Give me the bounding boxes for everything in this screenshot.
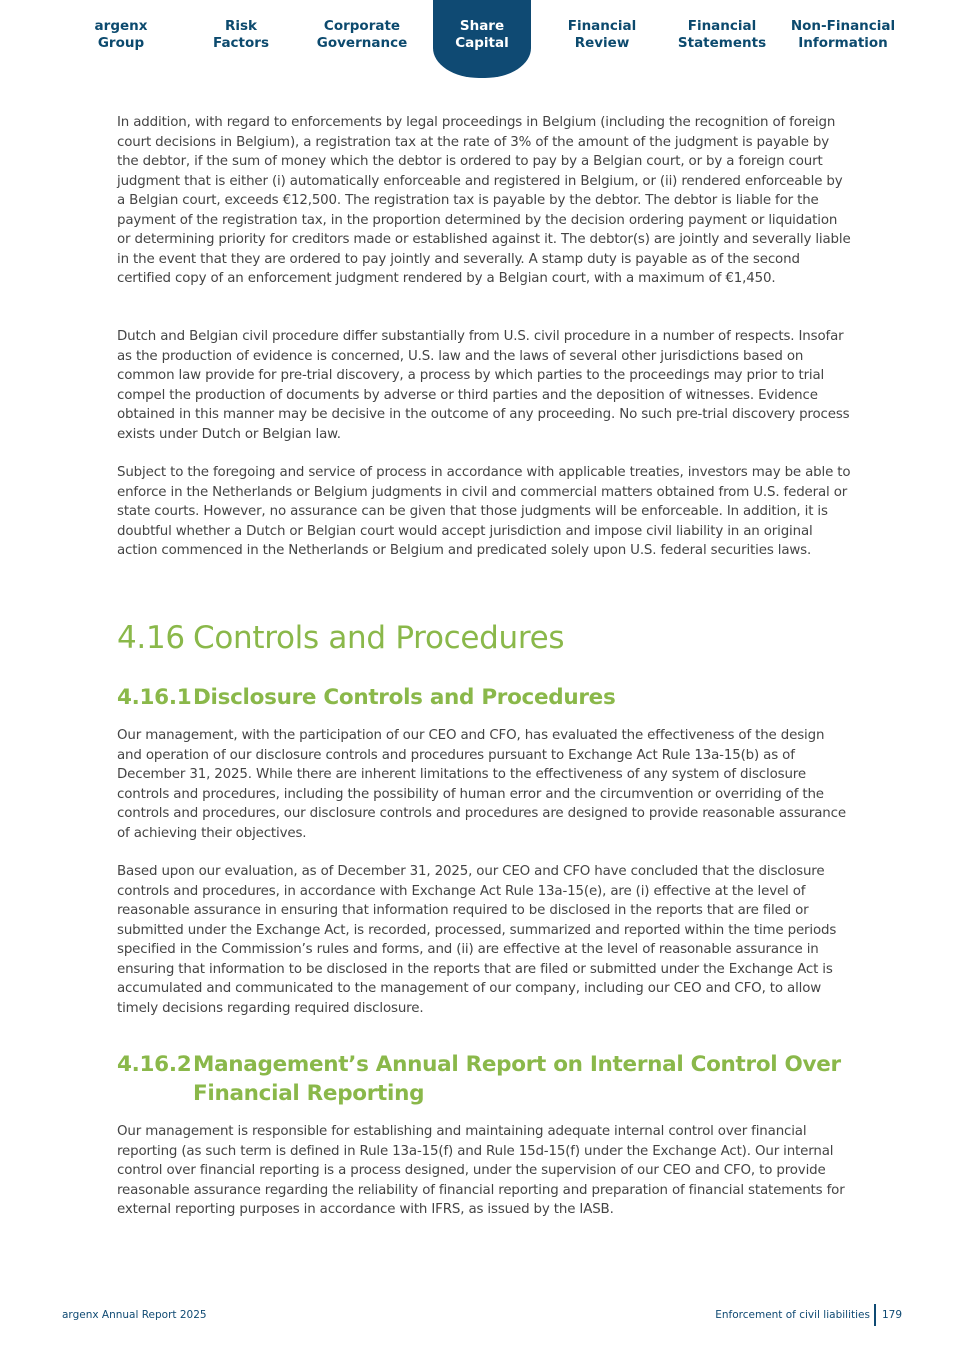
nav-tab-financial-review[interactable] (550, 0, 654, 80)
nav-tab-label-line1: Corporate (323, 18, 401, 34)
subsection-heading-internal-control (117, 1050, 857, 1108)
paragraph-belgian-registration-tax: In addition, with regard to enforcements by legal proceedings in Belgium (including the recognition of foreign court decisions in Belgium), a registration tax at the rate of 3% of the amount of the judgment is payable by the debtor, if the sum of money which the debtor is ordered to pay by a Belgian court, or by a foreign court judgment that is either (i) automatically enforceable and registered in Belgium, or (ii) rendered enforceable by a Belgian court, exceeds €12,500. The registration tax is payable by the debtor. The debtor is liable for the payment of the registration tax, in the proportion determined by the decision ordering payment or liquidation or determining priority for creditors made or established against it. The debtor(s) are jointly and severally liable in the event that they are ordered to pay jointly and severally. A stamp duty is payable as of the second certified copy of an enforcement judgment rendered by a Belgian court, with a maximum of €1,450. (117, 115, 851, 286)
subsection-heading-disclosure (117, 683, 615, 712)
nav-tab-financial-statements[interactable] (670, 0, 774, 80)
nav-tab-label-line2: Statements (677, 35, 767, 51)
nav-tab-label-line1: Financial (687, 18, 757, 34)
footer-report-title: argenx Annual Report 2025 (62, 1309, 207, 1321)
subsection-number: 4.16.2 (117, 1052, 192, 1077)
body-section-disclosure (117, 726, 852, 843)
subsection-title-line1: Management’s Annual Report on Internal Control Over (193, 1052, 841, 1077)
nav-tab-label-line2: Information (798, 35, 888, 51)
nav-tab-non-financial-information[interactable] (786, 0, 900, 80)
section-heading-controls (117, 620, 564, 656)
nav-tab-label-line2: Governance (316, 35, 408, 51)
body-section-enforcement (117, 113, 852, 289)
nav-tab-label-line1: Share (459, 18, 505, 34)
nav-tab-label-line2: Group (97, 35, 145, 51)
nav-tab-label-line2: Capital (455, 35, 509, 51)
nav-tab-label-line1: argenx (94, 18, 148, 34)
section-number: 4.16 (117, 620, 185, 656)
body-section-civil-procedure (117, 327, 852, 444)
body-section-conclusion (117, 862, 852, 1018)
nav-tab-label-line1: Non-Financial (790, 18, 896, 34)
footer-divider (874, 1304, 876, 1326)
subsection-number: 4.16.1 (117, 685, 192, 710)
footer-page-info (715, 1304, 902, 1326)
nav-tab-label-line2: Review (574, 35, 630, 51)
nav-tab-corporate-governance[interactable] (310, 0, 414, 80)
paragraph-enforceability: Subject to the foregoing and service of process in accordance with applicable treaties, investors may be able to enforce in the Netherlands or Belgium judgments in civil and commercial matters obtained from U.S. federal or state courts. However, no assurance can be given that those judgments will be enforceable. In addition, it is doubtful whether a Dutch or Belgian court would accept jurisdiction and impose civil liability in an original action commenced in the Netherlands or Belgium and predicated solely upon U.S. federal securities laws. (117, 465, 851, 558)
nav-tab-share-capital[interactable] (433, 0, 531, 78)
nav-tab-label-line2: Factors (213, 35, 269, 51)
nav-tab-label-line1: Risk (224, 18, 258, 34)
footer-section-name: Enforcement of civil liabilities (715, 1309, 870, 1321)
nav-tab-argenx-group[interactable] (69, 0, 173, 80)
nav-tab-label-line1: Financial (567, 18, 637, 34)
page-number: 179 (881, 1309, 902, 1321)
paragraph-civil-procedure: Dutch and Belgian civil procedure differ substantially from U.S. civil procedure in a number of respects. Insofar as the production of evidence is concerned, U.S. law and the laws of several other jurisdictions based on common law provide for pre-trial discovery, a process by which parties to the proceedings may prior to trial compel the production of documents by adverse or third parties and the deposition of witnesses. Evidence obtained in this manner may be decisive in the outcome of any proceeding. No such pre-trial discovery process exists under Dutch or Belgian law. (117, 329, 850, 442)
subsection-title-line2: Financial Reporting (193, 1081, 425, 1106)
body-section-internal-control (117, 1122, 852, 1220)
paragraph-disclosure-evaluation: Our management, with the participation of our CEO and CFO, has evaluated the effectiveness of the design and operation of our disclosure controls and procedures pursuant to Exchange Act Rule 13a-15(b) as of December 31, 2025. While there are inherent limitations to the effectiveness of any system of disclosure controls and procedures, including the possibility of human error and the circumvention or overriding of the controls and procedures, our disclosure controls and procedures are designed to provide reasonable assurance of achieving their objectives. (117, 728, 846, 841)
subsection-title: Disclosure Controls and Procedures (193, 685, 616, 710)
nav-tab-risk-factors[interactable] (189, 0, 293, 80)
section-title: Controls and Procedures (193, 620, 565, 656)
paragraph-disclosure-conclusion: Based upon our evaluation, as of December 31, 2025, our CEO and CFO have concluded that the disclosure controls and procedures, in accordance with Exchange Act Rule 13a-15(e), are (i) effective at the level of reasonable assurance in ensuring that information required to be disclosed in the reports that are filed or submitted under the Exchange Act, is recorded, processed, summarized and reported within the time periods specified in the Commission’s rules and forms, and (ii) are effective at the level of reasonable assurance in ensuring that information to be disclosed in the reports that are filed or submitted under the Exchange Act is accumulated and communicated to the management of our company, including our CEO and CFO, to allow timely decisions regarding required disclosure. (117, 864, 837, 1016)
top-navigation (0, 0, 964, 82)
paragraph-internal-control: Our management is responsible for establishing and maintaining adequate internal control over financial reporting (as such term is defined in Rule 13a-15(f) and Rule 15d-15(f) under the Exchange Act). Our internal control over financial reporting is a process designed, under the supervision of our CEO and CFO, to provide reasonable assurance regarding the reliability of financial reporting and preparation of financial statements for external reporting purposes in accordance with IFRS, as issued by the IASB. (117, 1124, 845, 1217)
body-section-enforceability (117, 463, 852, 561)
